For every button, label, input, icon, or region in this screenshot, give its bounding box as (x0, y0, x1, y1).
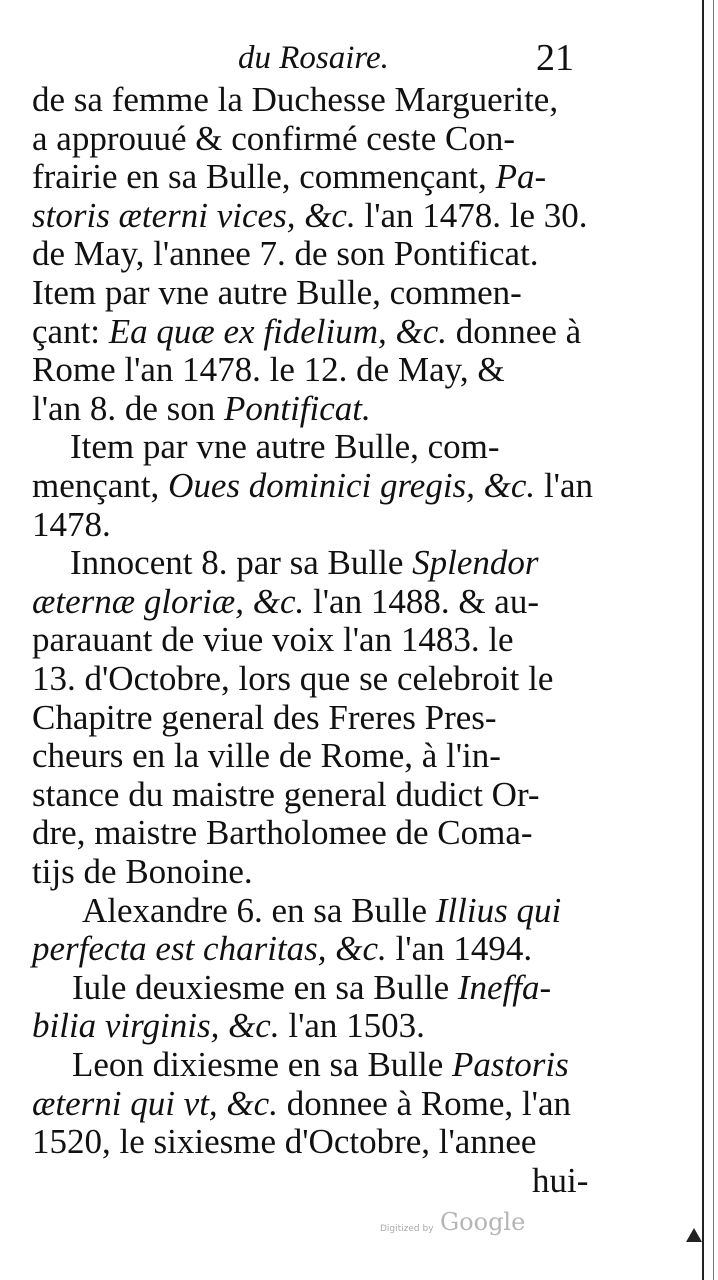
text-line (72, 968, 632, 1008)
text-segment: stance du maistre general dudict Or- (32, 774, 540, 814)
text-segment: Innocent 8. par sa Bulle (70, 543, 413, 583)
text-segment: 13. d'Octobre, lors que se celebroit le (32, 659, 554, 698)
text-line (32, 80, 592, 120)
italic-text: Illius qui (435, 890, 562, 930)
italic-text: perfecta est charitas, &c. (32, 929, 387, 969)
text-segment: Leon dixiesme en sa Bulle (72, 1045, 453, 1084)
text-segment: tijs de Bonoine. (32, 852, 253, 891)
text-segment: hui- (532, 1160, 589, 1200)
italic-text: Splendor (412, 543, 539, 583)
text-line (32, 775, 592, 815)
text-segment: çant: (32, 311, 109, 351)
text-line (32, 505, 592, 545)
text-line (32, 736, 592, 776)
italic-text: Pontificat. (223, 388, 371, 428)
google-logo-text: Google (440, 1208, 526, 1236)
italic-text: Pa- (495, 157, 547, 197)
running-title: du Rosaire. (238, 40, 389, 76)
italic-text: Ea quæ ex fidelium, &c. (108, 311, 448, 351)
italic-text: Pastoris (452, 1045, 569, 1084)
text-segment: cheurs en la ville de Rome, à l'in- (32, 736, 501, 776)
text-segment: donnee à Rome, l'an (277, 1083, 571, 1123)
text-line (32, 234, 592, 274)
text-line (32, 582, 592, 622)
text-segment: l'an 8. de son (32, 388, 224, 428)
italic-text: bilia virginis, &c. (32, 1006, 280, 1046)
text-segment: dre, maistre Bartholomee de Coma- (32, 813, 533, 853)
text-line (70, 543, 630, 583)
text-segment: Item par vne autre Bulle, commen- (32, 273, 522, 312)
corner-mark-icon (686, 1228, 702, 1242)
text-line (32, 196, 592, 236)
text-segment: 1478. (32, 504, 111, 544)
text-segment: Iule deuxiesme en sa Bulle (72, 967, 458, 1007)
text-line (32, 852, 592, 892)
text-segment: Item par vne autre Bulle, com- (70, 427, 500, 467)
text-line (32, 929, 592, 969)
text-line (32, 273, 592, 313)
text-segment: donnee à (447, 311, 582, 351)
italic-text: æterni qui vt, &c. (32, 1083, 278, 1123)
text-line (70, 427, 630, 467)
page-number: 21 (536, 37, 574, 79)
text-segment: parauant de viue voix l'an 1483. le (32, 620, 514, 660)
text-segment: l'an (535, 466, 594, 505)
digitized-by-label: Digitized by (380, 1224, 434, 1234)
text-segment: Alexandre 6. en sa Bulle (82, 890, 436, 930)
text-line (32, 1084, 592, 1124)
digitization-watermark (380, 1206, 540, 1246)
text-line (32, 659, 592, 699)
text-segment: l'an 1503. (279, 1006, 425, 1046)
text-line (32, 312, 592, 352)
text-line (32, 813, 592, 853)
text-segment: a approuué & confirmé ceste Con- (32, 118, 516, 158)
text-segment: frairie en sa Bulle, commençant, (32, 157, 496, 197)
text-segment: Chapitre general des Freres Pres- (32, 697, 497, 737)
text-segment: mençant, (32, 466, 169, 505)
page-edge-line (702, 0, 704, 1280)
text-segment: de May, l'annee 7. de son Pontificat. (32, 234, 539, 274)
page-edge-line-outer (713, 0, 714, 1280)
text-line (32, 1006, 592, 1046)
italic-text: Oues dominici gregis, &c. (168, 466, 536, 505)
text-line (32, 350, 592, 390)
text-segment: de sa femme la Duchesse Marguerite, (32, 80, 559, 119)
text-segment: 1520, le sixiesme d'Octobre, l'annee (32, 1122, 537, 1162)
italic-text: storis æterni vices, &c. (32, 195, 356, 235)
page-header (0, 36, 718, 86)
text-line (82, 891, 642, 931)
text-segment: Rome l'an 1478. le 12. de May, & (32, 350, 505, 390)
text-line (72, 1045, 632, 1085)
text-line (32, 157, 592, 197)
text-segment: l'an 1494. (386, 929, 533, 969)
text-line (32, 466, 592, 506)
text-line (32, 620, 592, 660)
text-line (32, 1122, 592, 1162)
text-segment: l'an 1488. & au- (304, 581, 539, 621)
italic-text: Ineffa- (457, 967, 552, 1007)
text-line (32, 698, 592, 738)
text-line (32, 389, 592, 429)
italic-text: æternæ gloriæ, &c. (32, 581, 305, 621)
text-line (32, 119, 592, 159)
text-line (532, 1161, 718, 1201)
text-segment: l'an 1478. le 30. (355, 195, 588, 235)
